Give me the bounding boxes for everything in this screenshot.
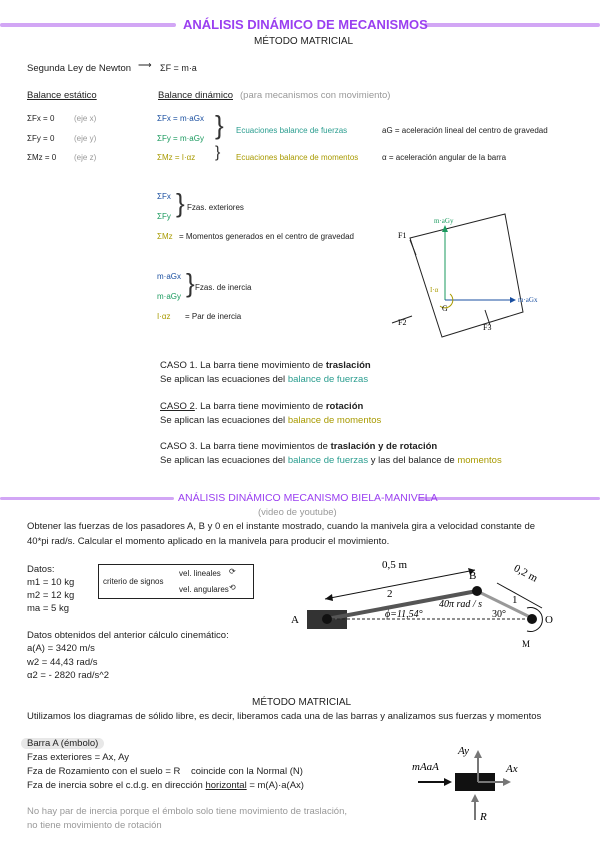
legend-mgx: m·aGx	[157, 272, 181, 281]
label-m: M	[522, 639, 531, 649]
brace: }	[176, 188, 185, 218]
mechanism-diagram	[287, 553, 562, 653]
datos-heading: Datos:	[27, 564, 55, 575]
max-label: m·aGx	[518, 296, 538, 304]
legend-ia: I·αz	[157, 312, 171, 321]
f1-label: F1	[398, 231, 407, 240]
legend-smz: ΣMz	[157, 232, 173, 241]
case-title: CASO 3	[160, 441, 195, 452]
forces-label: Ecuaciones balance de fuerzas	[236, 126, 348, 135]
legend-mgy: m·aGy	[157, 292, 181, 301]
case-bold: traslación	[325, 360, 371, 371]
newton-formula: ΣF = m·a	[160, 63, 197, 73]
barra-a-label: Barra A (émbolo)	[21, 738, 104, 749]
legend-sfx: ΣFx	[157, 192, 171, 201]
case-line: Se aplican las ecuaciones del	[160, 374, 288, 385]
case-bold: rotación	[325, 401, 364, 412]
section-rule-left	[0, 497, 174, 500]
static-axis: (eje z)	[74, 153, 97, 162]
method-text: Utilizamos los diagramas de sólido libre, es decir, liberamos cada una de las barras y analizamos sus fuerzas y momentos	[27, 711, 542, 722]
label-b: B	[469, 570, 477, 582]
piston-fbd	[410, 740, 530, 830]
datos-item: m2 = 12 kg	[27, 590, 75, 601]
title-rule-left	[0, 23, 176, 27]
newton-label: Segunda Ley de Newton	[27, 63, 132, 74]
legend-smz-def: = Momentos generados en el centro de gravedad	[179, 232, 355, 241]
length-bar2: 0,5 m	[382, 559, 408, 571]
cine-heading: Datos obtenidos del anterior cálculo cinemático:	[27, 630, 229, 641]
free-body-diagram	[390, 210, 570, 340]
case-title: CASO 1	[160, 360, 195, 371]
datos-item: m1 = 10 kg	[27, 577, 75, 588]
note-line: no tiene movimiento de rotación	[27, 820, 162, 831]
may-label: m·aGy	[434, 217, 454, 225]
title-rule-right	[424, 23, 600, 27]
case-text: . La barra tiene movimiento de	[194, 401, 326, 412]
legend-inert: Fzas. de inercia	[195, 283, 252, 292]
crank-angle: 30°	[492, 609, 506, 620]
case-line: Se aplican las ecuaciones del	[160, 455, 288, 466]
ia-label: I·α	[430, 286, 439, 294]
dyn-eq-y: ΣFy = m·aGy	[157, 134, 204, 143]
rotate-cw-icon: ⟳	[229, 567, 236, 576]
barra-a-line: = m(A)·a(Ax)	[246, 780, 304, 791]
case-highlight: balance de fuerzas	[287, 374, 369, 385]
case-highlight-2: momentos	[457, 455, 502, 466]
ax-label: Ax	[506, 763, 518, 775]
section-rule-right	[418, 497, 600, 500]
case-highlight: balance de momentos	[287, 415, 382, 426]
legend-ia-def: = Par de inercia	[185, 312, 242, 321]
angular-velocity: 40π rad / s	[439, 599, 483, 610]
phi-angle: ϕ=11,54°	[385, 609, 423, 620]
alpha-definition: α = aceleración angular de la barra	[382, 153, 507, 162]
horizontal-word: horizontal	[205, 780, 247, 791]
criteria-label: criterio de signos	[103, 577, 164, 586]
bar1-label: 1	[512, 594, 518, 606]
criteria-ang: vel. angulares	[179, 585, 229, 594]
dyn-eq-m: ΣMz = I·αz	[157, 153, 196, 162]
length-bar1: 0,2 m	[511, 562, 540, 585]
case-bold: traslación y de rotación	[330, 441, 438, 452]
f3-label: F3	[483, 323, 492, 332]
static-eq: ΣFy = 0	[27, 134, 55, 143]
page-subtitle: MÉTODO MATRICIAL	[254, 36, 354, 47]
dynamic-heading: Balance dinámico	[158, 90, 233, 101]
problem-line-2: 40*pi rad/s. Calcular el momento aplicado en la manivela para producir el movimiento.	[27, 536, 390, 547]
page-title: ANÁLISIS DINÁMICO DE MECANISMOS	[183, 17, 428, 32]
dyn-eq-x: ΣFx = m·aGx	[157, 114, 204, 123]
cine-item: a(A) = 3420 m/s	[27, 643, 95, 654]
section-title: ANÁLISIS DINÁMICO MECANISMO BIELA-MANIVELA	[178, 492, 438, 504]
note-line: No hay par de inercia porque el émbolo solo tiene movimiento de traslación,	[27, 806, 348, 817]
case-text: . La barra tiene movimientos de	[194, 441, 331, 452]
g-label: G	[442, 304, 448, 313]
ag-definition: aG = aceleración lineal del centro de gravedad	[382, 126, 548, 135]
problem-line-1: Obtener las fuerzas de los pasadores A, B y 0 en el instante mostrado, cuando la manivela gira a velocidad constante de	[27, 521, 536, 532]
barra-a-line: Fzas exteriores = Ax, Ay	[27, 752, 129, 763]
arrow-icon: ⟶	[138, 60, 152, 71]
bar2-label: 2	[387, 588, 393, 600]
static-eq: ΣFx = 0	[27, 114, 55, 123]
brace: }	[215, 144, 221, 161]
inertia-label: mAaA	[412, 761, 439, 773]
static-eq: ΣMz = 0	[27, 153, 57, 162]
rotate-ccw-icon: ⟲	[229, 583, 236, 592]
static-axis: (eje y)	[74, 134, 97, 143]
case-line: Se aplican las ecuaciones del	[160, 415, 288, 426]
brace: }	[215, 110, 224, 140]
case-title: CASO 2	[160, 401, 195, 412]
cine-item: α2 = - 2820 rad/s^2	[27, 670, 110, 681]
sign-criteria-box	[98, 564, 254, 599]
label-o: O	[545, 614, 553, 626]
barra-a-line: Fza de Rozamiento con el suelo = R coincide con la Normal (N)	[27, 766, 303, 777]
static-heading: Balance estático	[27, 90, 97, 101]
brace: }	[186, 268, 195, 298]
moments-label: Ecuaciones balance de momentos	[236, 153, 359, 162]
datos-item: ma = 5 kg	[27, 603, 69, 614]
label-a: A	[291, 614, 299, 626]
case-mid: y las del balance de	[368, 455, 458, 466]
dynamic-note: (para mecanismos con movimiento)	[240, 90, 391, 101]
static-axis: (eje x)	[74, 114, 97, 123]
legend-sfy: ΣFy	[157, 212, 171, 221]
criteria-lin: vel. lineales	[179, 569, 221, 578]
legend-ext: Fzas. exteriores	[187, 203, 244, 212]
barra-a-line: Fza de inercia sobre el c.d.g. en dirección	[27, 780, 206, 791]
video-link[interactable]: (video de youtube)	[258, 507, 337, 518]
f2-label: F2	[398, 318, 407, 327]
r-label: R	[480, 811, 487, 823]
ay-label: Ay	[458, 745, 469, 757]
cine-item: w2 = 44,43 rad/s	[27, 657, 98, 668]
case-text: . La barra tiene movimiento de	[194, 360, 326, 371]
case-highlight: balance de fuerzas	[287, 455, 369, 466]
method-title: MÉTODO MATRICIAL	[252, 697, 352, 708]
